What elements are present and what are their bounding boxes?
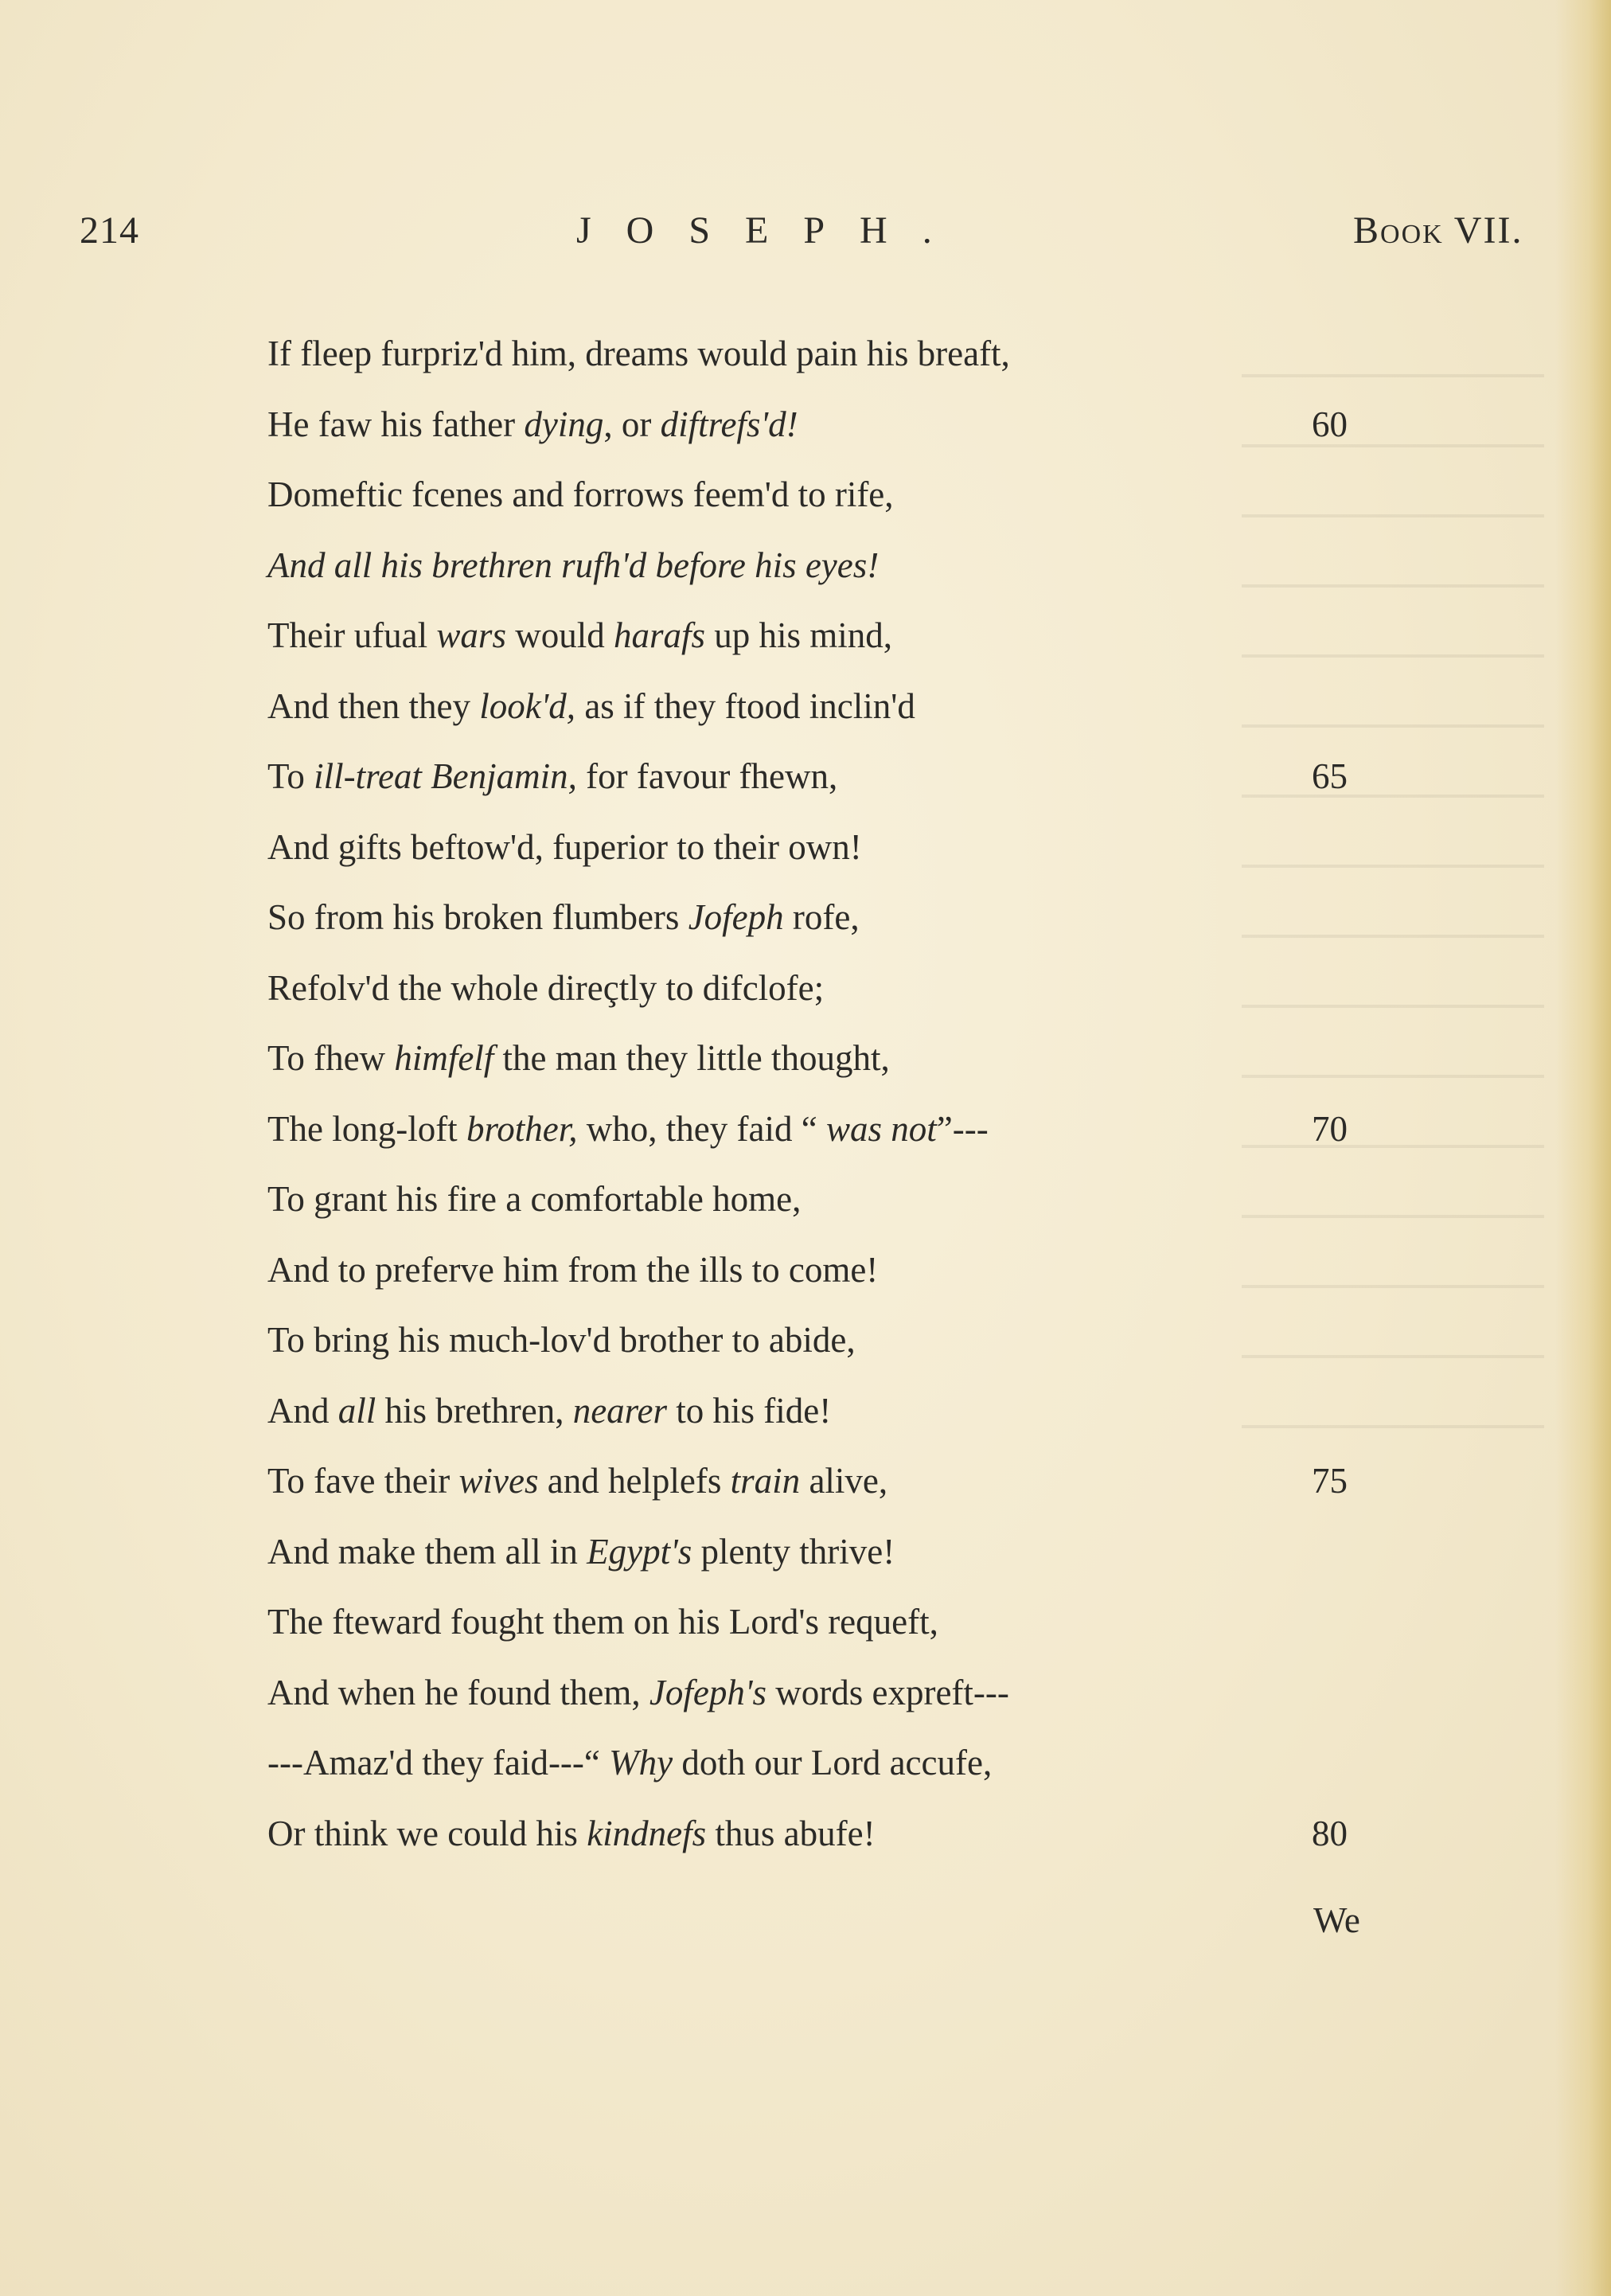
roman-phrase: So from his broken flumbers (267, 897, 688, 937)
roman-phrase: And to preferve him from the ills to come! (267, 1249, 879, 1290)
roman-phrase: ---Amaz'd they faid---“ (267, 1743, 610, 1783)
italic-phrase: all (337, 1390, 376, 1431)
italic-phrase: kindnefs (587, 1813, 707, 1853)
italic-phrase: diftrefs'd! (660, 404, 798, 444)
roman-phrase: To grant his fire a comfortable home, (267, 1179, 802, 1219)
poem-body (267, 318, 1509, 1868)
poem-line-text (267, 882, 860, 953)
roman-phrase: ”--- (936, 1108, 989, 1149)
italic-phrase: wars (436, 615, 506, 655)
roman-phrase: To (267, 756, 314, 796)
poem-line (267, 1094, 1509, 1165)
poem-line (267, 1446, 1509, 1517)
poem-line-text (267, 1094, 989, 1165)
poem-line (267, 1587, 1509, 1658)
italic-phrase: brother, (466, 1108, 578, 1149)
poem-line-text (267, 1164, 801, 1235)
poem-line-text (267, 1658, 1009, 1728)
poem-line-text (267, 671, 915, 742)
poem-line (267, 1023, 1509, 1094)
roman-phrase: alive, (800, 1461, 888, 1501)
poem-line (267, 1798, 1509, 1869)
poem-line (267, 671, 1509, 742)
page-edge-shadow (1555, 0, 1611, 2296)
italic-phrase: And all his brethren rufh'd before his eyes! (267, 545, 880, 585)
italic-phrase: Why (609, 1743, 673, 1783)
line-number: 80 (1312, 1813, 1348, 1853)
poem-line (267, 459, 1509, 530)
poem-line (267, 741, 1509, 812)
poem-line-text (267, 1446, 887, 1517)
roman-phrase: He faw his father (267, 404, 525, 444)
poem-line (267, 1235, 1509, 1306)
poem-line (267, 1658, 1509, 1728)
poem-line (267, 318, 1509, 389)
roman-phrase: up his mind, (705, 615, 893, 655)
roman-phrase: Or think we could his (267, 1813, 587, 1853)
poem-line-text (267, 530, 879, 601)
roman-phrase: his brethren, (376, 1390, 573, 1431)
roman-phrase: plenty thrive! (692, 1531, 895, 1572)
poem-line-text (267, 1235, 878, 1306)
poem-line (267, 812, 1509, 883)
roman-phrase: To fave their (267, 1461, 459, 1501)
roman-phrase: and helplefs (538, 1461, 731, 1501)
italic-phrase: Jofeph (688, 897, 784, 937)
roman-phrase: words expreft--- (766, 1672, 1009, 1712)
line-number: 65 (1312, 756, 1348, 796)
roman-phrase: would (505, 615, 614, 655)
roman-phrase: And then they (267, 685, 480, 726)
roman-phrase: doth our Lord accufe, (673, 1743, 993, 1783)
running-title: JOSEPH. (576, 209, 967, 252)
roman-phrase: If fleep furpriz'd him, dreams would pain his breaft, (267, 334, 1010, 373)
poem-line-text (267, 1798, 876, 1869)
poem-line (267, 1517, 1509, 1587)
roman-phrase: , or (603, 404, 661, 444)
poem-line-text (267, 600, 892, 671)
roman-phrase: thus abufe! (706, 1813, 876, 1853)
roman-phrase: who, they faid “ (577, 1108, 826, 1149)
poem-line-text (267, 953, 824, 1024)
italic-phrase: look'd, (479, 685, 576, 726)
poem-line (267, 1164, 1509, 1235)
roman-phrase: Refolv'd the whole direçtly to difclofe; (267, 967, 825, 1008)
roman-phrase: The fteward fought them on his Lord's requeft, (267, 1602, 938, 1642)
line-number: 70 (1312, 1108, 1348, 1149)
poem-line-text (267, 1728, 992, 1798)
poem-line-text (267, 1023, 890, 1094)
poem-line-text (267, 1517, 895, 1587)
page-header (0, 209, 1611, 272)
page-number: 214 (80, 209, 139, 252)
roman-phrase: for favour fhewn, (576, 756, 838, 796)
poem-line-text (267, 1305, 856, 1376)
italic-phrase: himfelf (394, 1038, 494, 1078)
poem-line-text (267, 318, 1010, 389)
line-number: 75 (1312, 1461, 1348, 1501)
italic-phrase: was not (825, 1108, 937, 1149)
poem-line-text (267, 459, 894, 530)
roman-phrase: And make them all in (267, 1531, 587, 1572)
italic-phrase: Egypt's (587, 1531, 692, 1572)
italic-phrase: harafs (613, 615, 705, 655)
italic-phrase: nearer (572, 1390, 668, 1431)
poem-line (267, 1305, 1509, 1376)
poem-line (267, 882, 1509, 953)
roman-phrase: The long-loft (267, 1108, 466, 1149)
line-number: 60 (1312, 404, 1348, 444)
roman-phrase: as if they ftood inclin'd (575, 685, 915, 726)
roman-phrase: To fhew (267, 1038, 395, 1078)
book-label: Book VII. (1353, 209, 1523, 252)
italic-phrase: Jofeph's (649, 1672, 766, 1712)
roman-phrase: And when he found them, (267, 1672, 649, 1712)
roman-phrase: To bring his much-lov'd brother to abide, (267, 1320, 856, 1360)
italic-phrase: train (730, 1461, 801, 1501)
italic-phrase: ill-treat Benjamin, (314, 756, 577, 796)
italic-phrase: dying (524, 404, 604, 444)
roman-phrase: And (267, 1390, 338, 1431)
poem-line (267, 1728, 1509, 1798)
poem-line-text (267, 1587, 938, 1658)
roman-phrase: the man they little thought, (493, 1038, 890, 1078)
roman-phrase: to his fide! (667, 1390, 832, 1431)
poem-line (267, 389, 1509, 460)
poem-line-text (267, 741, 837, 812)
poem-line-text (267, 1376, 831, 1447)
roman-phrase: Domeftic fcenes and forrows feem'd to rife, (267, 474, 894, 514)
italic-phrase: wives (458, 1461, 539, 1501)
poem-line-text (267, 389, 798, 460)
poem-line (267, 1376, 1509, 1447)
poem-line-text (267, 812, 862, 883)
poem-line (267, 530, 1509, 601)
poem-line (267, 600, 1509, 671)
roman-phrase: rofe, (783, 897, 860, 937)
catchword: We (1313, 1900, 1360, 1940)
roman-phrase: And gifts beftow'd, fuperior to their own! (267, 826, 862, 867)
roman-phrase: Their ufual (267, 615, 437, 655)
poem-line (267, 953, 1509, 1024)
